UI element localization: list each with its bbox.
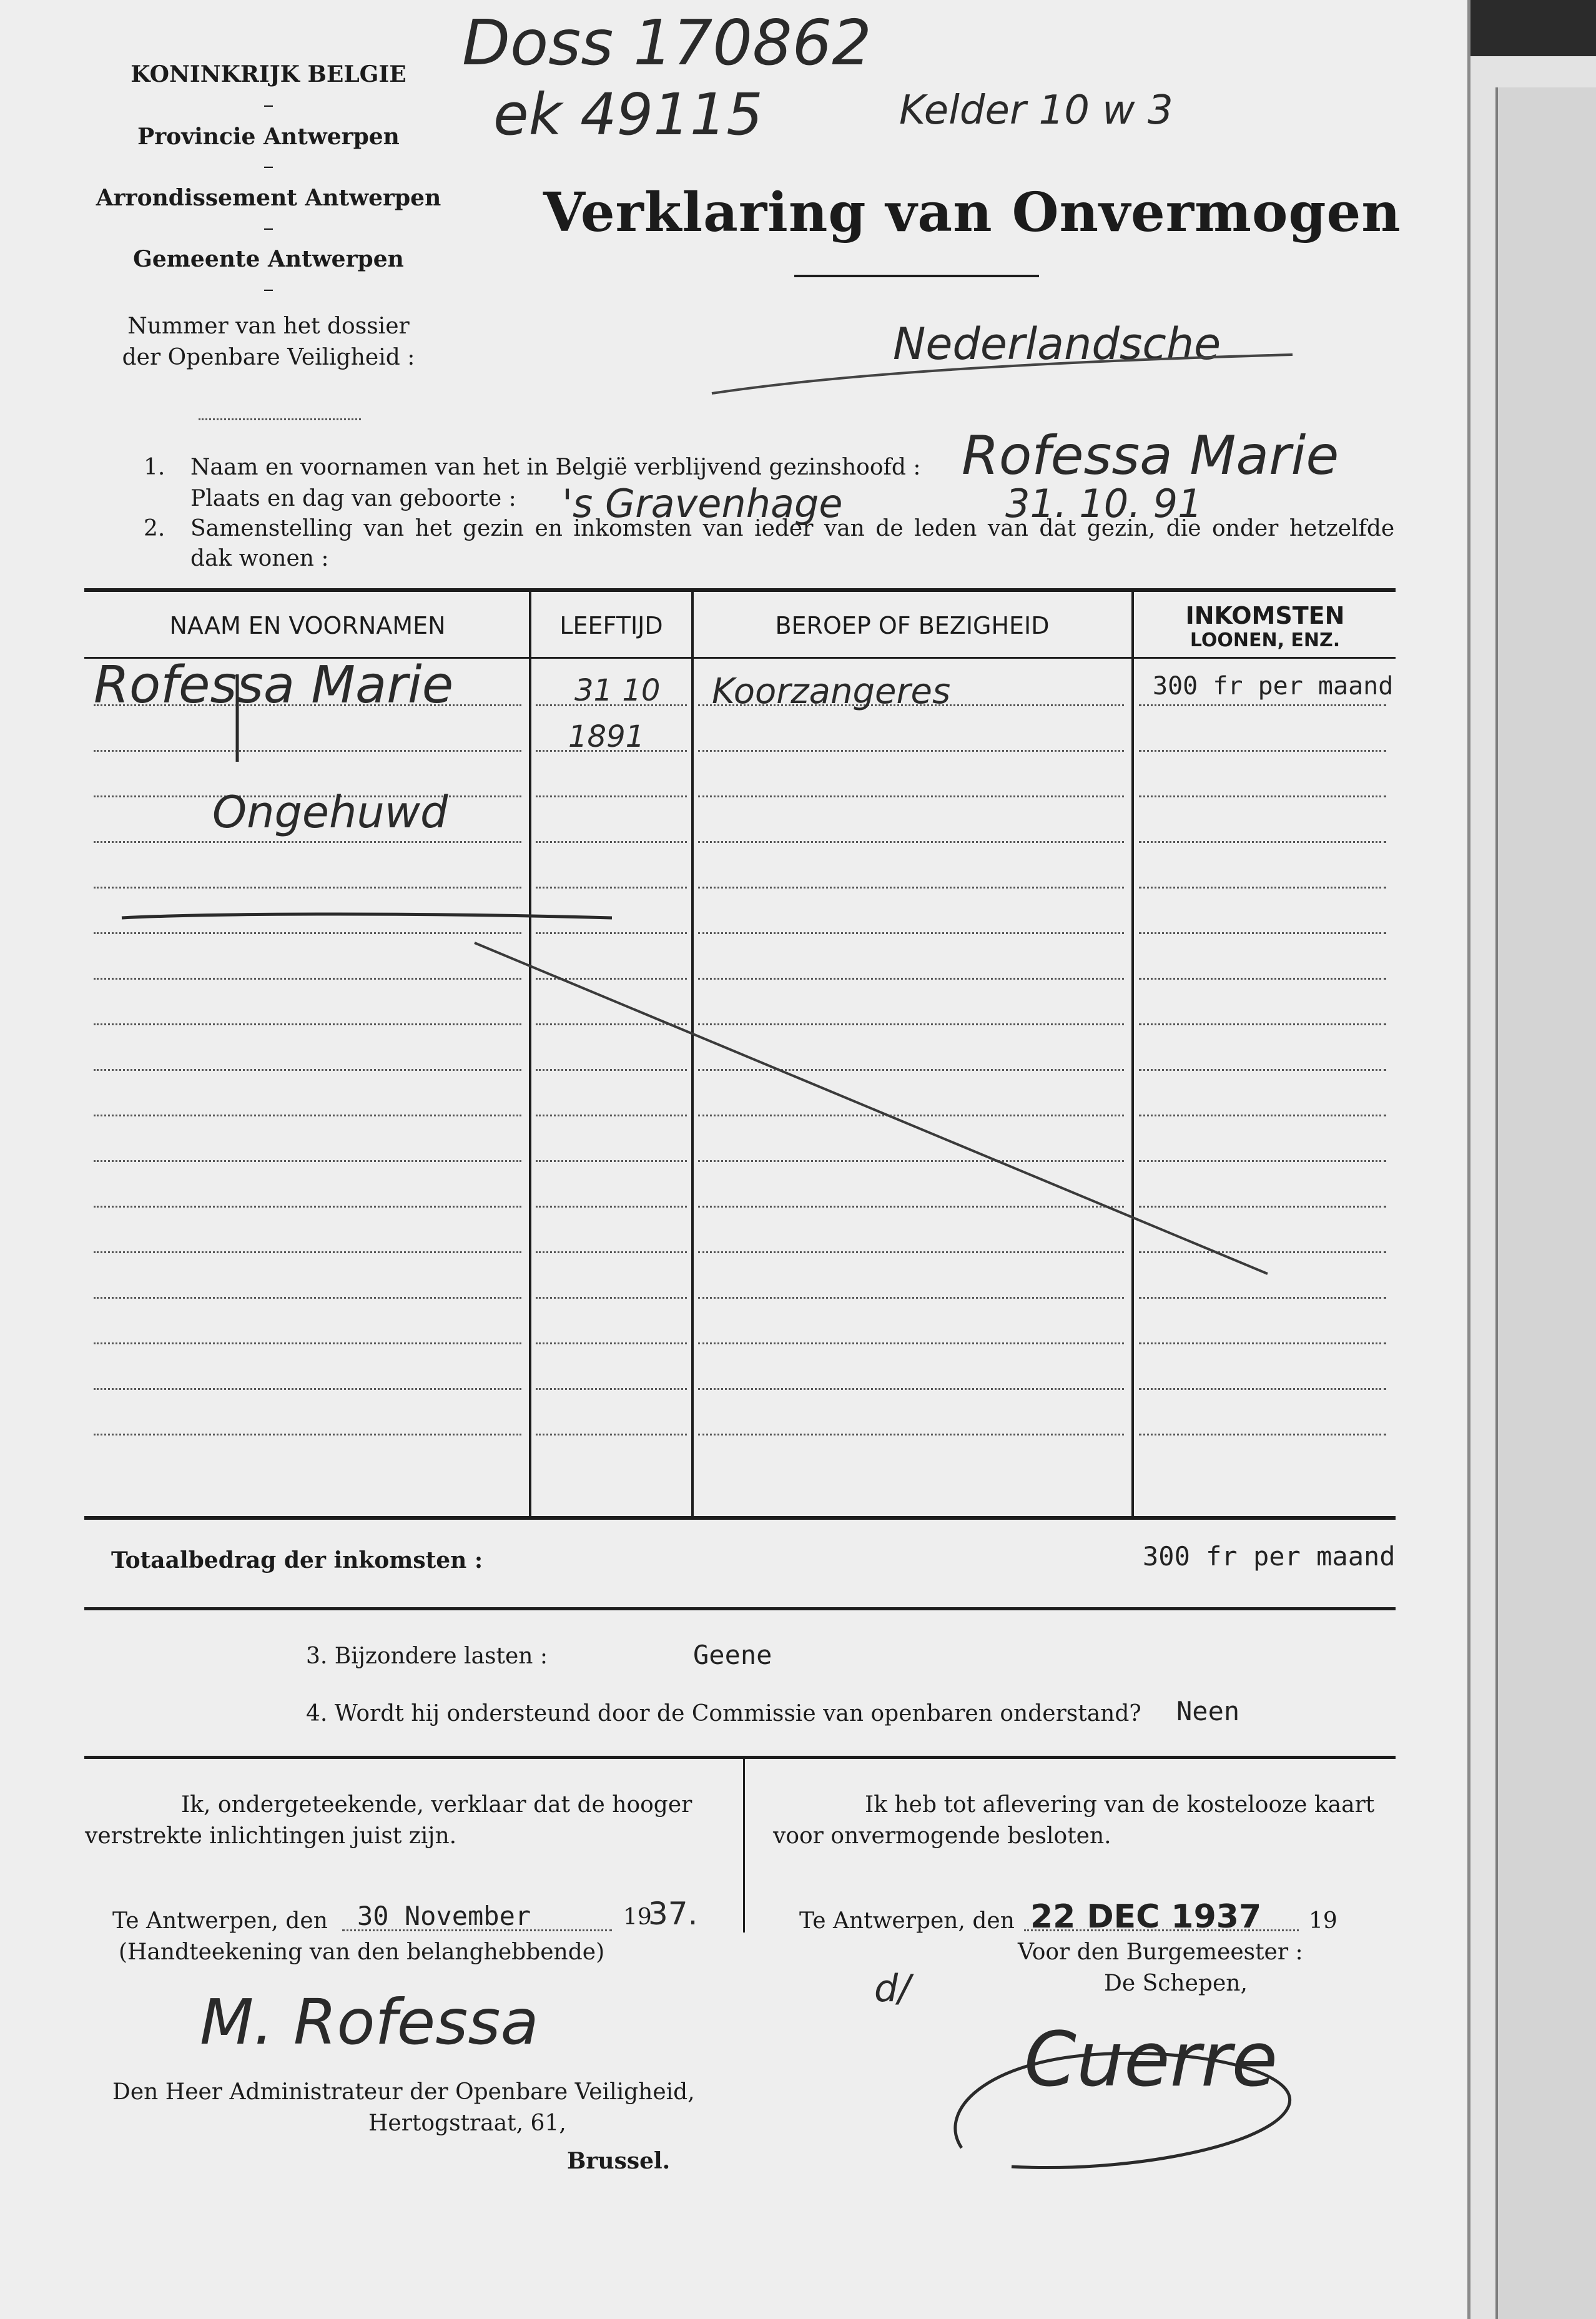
header-dash: – <box>263 277 274 302</box>
document-title: Verklaring van Onvermogen <box>543 181 1401 244</box>
right-signature-flourish <box>937 1986 1336 2185</box>
q2-text-1: Samenstelling van het gezin en inkomsten van ieder van de leden van dat gezin, die onder hetzelfde <box>190 516 1395 541</box>
left-place-prefix: Te Antwerpen, den <box>112 1908 328 1934</box>
q1-answer-handwritten: Rofessa Marie <box>962 425 1339 487</box>
addressee-line-2: Hertogstraat, 61, <box>368 2110 566 2136</box>
right-date-line <box>1024 1929 1299 1931</box>
q1b-date-handwritten: 31. 10. 91 <box>1005 481 1203 526</box>
declaration-divider <box>743 1758 745 1932</box>
left-year-prefix: 19 <box>623 1904 652 1930</box>
q1-text: Naam en voornamen van het in België verblijvend gezinshoofd : <box>190 455 921 480</box>
mayor-line: Voor den Burgemeester : <box>1018 1939 1303 1965</box>
right-declaration-text-2: voor onvermogende besloten. <box>773 1823 1111 1849</box>
dossier-label-1: Nummer van het dossier <box>127 313 410 339</box>
left-sign-caption: (Handteekening van den belanghebbende) <box>119 1939 605 1965</box>
right-place-prefix: Te Antwerpen, den <box>799 1908 1015 1934</box>
column-header-name: NAAM EN VOORNAMEN <box>169 612 446 639</box>
q2-text-2: dak wonen : <box>190 546 329 571</box>
q4-label: 4. Wordt hij ondersteund door de Commissie van openbaren onderstand? <box>306 1701 1141 1726</box>
total-label: Totaalbedrag der inkomsten : <box>111 1547 483 1573</box>
q4-value-typed: Neen <box>1176 1696 1240 1726</box>
left-date-typed: 30 November <box>357 1901 531 1931</box>
left-year-typed: 37. <box>648 1896 698 1932</box>
q3-value-typed: Geene <box>693 1640 772 1670</box>
q2-number: 2. <box>144 516 165 541</box>
row-underline-stroke <box>122 914 612 918</box>
row-profession-handwritten: Koorzangeres <box>712 671 951 712</box>
right-year-suffix: 19 <box>1309 1908 1337 1934</box>
header-country: KONINKRIJK BELGIE <box>131 61 406 87</box>
nationality-handwritten: Nederlandsche <box>893 318 1221 370</box>
header-arrondissement: Arrondissement Antwerpen <box>96 185 441 211</box>
dossier-number-handwritten: Doss 170862 <box>462 6 872 79</box>
column-header-age: LEEFTIJD <box>559 612 663 639</box>
column-header-profession: BEROEP OF BEZIGHEID <box>775 612 1050 639</box>
header-dash: – <box>263 154 274 179</box>
right-signature-handwritten: Cuerre <box>1024 2017 1278 2104</box>
kelder-handwritten: Kelder 10 w 3 <box>899 87 1173 134</box>
header-dash: – <box>263 92 274 117</box>
total-value-typed: 300 fr per maand <box>1143 1541 1396 1572</box>
addressee-line-1: Den Heer Administrateur der Openbare Veiligheid, <box>112 2079 695 2105</box>
column-header-income-sub: LOONEN, ENZ. <box>1190 629 1341 651</box>
row-income-typed: 300 fr per maand <box>1153 672 1394 701</box>
totals-rule <box>84 1607 1396 1610</box>
row-note-handwritten: Ongehuwd <box>212 787 448 838</box>
date-stamp: 22 DEC 1937 <box>1030 1898 1262 1936</box>
header-dash: – <box>263 215 274 240</box>
q3-label: 3. Bijzondere lasten : <box>306 1643 548 1669</box>
left-declaration-text-2: verstrekte inlichtingen juist zijn. <box>85 1823 457 1849</box>
q1-number: 1. <box>144 455 165 480</box>
header-province: Provincie Antwerpen <box>137 124 400 150</box>
right-declaration-text-1: Ik heb tot aflevering van de kostelooze kaart <box>865 1792 1375 1818</box>
header-municipality: Gemeente Antwerpen <box>133 246 404 272</box>
right-initials-handwritten: d/ <box>874 1967 911 2011</box>
back-sheet-edge <box>1495 87 1596 2319</box>
row-name-handwritten: Rofessa Marie <box>94 656 454 715</box>
row-age-handwritten: 31 10 <box>574 673 661 708</box>
diagonal-cancel-stroke <box>475 943 1268 1274</box>
addressee-line-3: Brussel. <box>567 2148 671 2174</box>
left-declaration-text-1: Ik, ondergeteekende, verklaar dat de hooger <box>181 1792 692 1818</box>
dossier-label-2: der Openbare Veiligheid : <box>122 345 415 370</box>
column-header-income: INKOMSTEN <box>1185 602 1345 629</box>
row-age-year-handwritten: 1891 <box>568 719 645 754</box>
ek-number-handwritten: ek 49115 <box>493 81 763 148</box>
left-date-line <box>342 1929 612 1931</box>
q4-rule <box>84 1756 1396 1759</box>
q1b-text: Plaats en dag van geboorte : <box>190 486 516 511</box>
alderman-line: De Schepen, <box>1104 1971 1248 1996</box>
left-signature-handwritten: M. Rofessa <box>200 1986 539 2059</box>
q1b-place-handwritten: 's Gravenhage <box>562 481 843 526</box>
